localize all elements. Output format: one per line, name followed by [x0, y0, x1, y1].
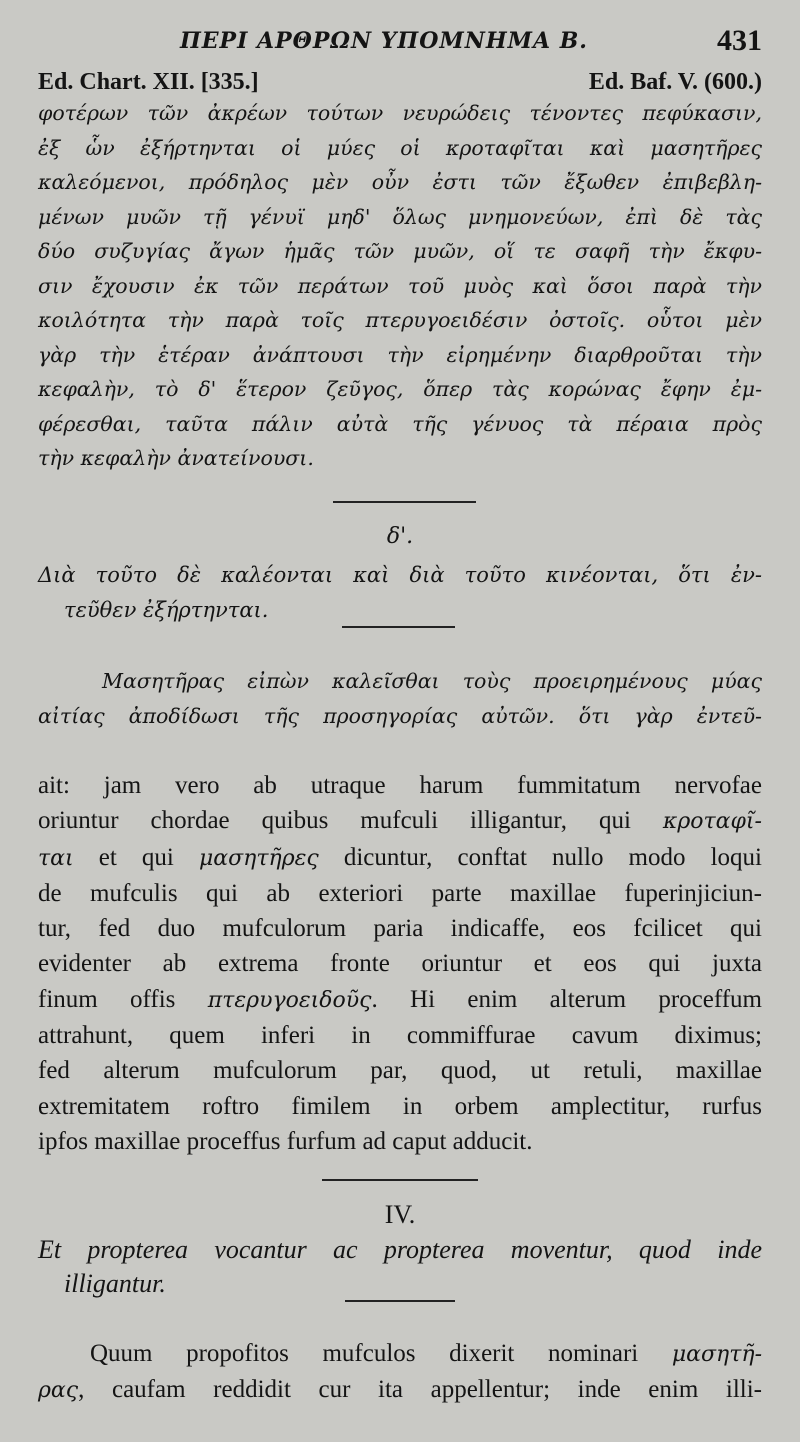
page-number: 431 — [717, 24, 762, 57]
greek-term: μασητῆρες — [198, 845, 319, 871]
greek-line: γὰρ τὴν ἑτέραν ἀνάπτουσι τὴν εἰρημένην διαρθροῦται τὴν — [38, 342, 762, 367]
latin-lemma-line: Et propterea vocantur ac propterea moventur, quod inde — [38, 1235, 762, 1264]
latin-line: evidenter ab extrema fronte oriuntur et eos qui juxta — [38, 950, 762, 978]
greek-line: τὴν κεφαλὴν ἀνατείνουσι. — [38, 446, 314, 470]
latin-lemma-line: illigantur. — [64, 1269, 166, 1298]
latin-text: dicuntur, conftat nullo modo loqui — [318, 843, 762, 871]
running-head — [0, 22, 800, 62]
greek-line: Μασητῆρας εἰπὼν καλεῖσθαι τοὺς προειρημένους μύας — [102, 669, 762, 693]
latin-text: finum offis — [38, 985, 208, 1013]
latin-text: Quum propofitos mufculos dixerit nominari — [90, 1340, 672, 1367]
latin-line: ipfos maxillae proceffus furfum ad caput adducit. — [38, 1127, 533, 1155]
edition-references — [0, 65, 800, 95]
greek-line: φοτέρων τῶν ἀκρέων τούτων νευρώδεις τένοντες πεφύκασιν, — [38, 101, 762, 125]
latin-line: ait: jam vero ab utraque harum fummitatum nervofae — [38, 772, 762, 799]
ed-bas-reference: Ed. Baf. V. (600.) — [588, 69, 762, 95]
greek-line: σιν ἔχουσιν ἐκ τῶν περάτων τοῦ μυὸς καὶ ὅσοι παρὰ τὴν — [38, 273, 762, 298]
latin-section-numeral: IV. — [384, 1200, 416, 1229]
latin-line: de mufculis qui ab exteriori parte maxillae fuperinjiciun- — [38, 879, 762, 907]
latin-line — [38, 1336, 762, 1372]
greek-lemma-line: τεῦθεν ἐξήρτηνται. — [64, 597, 269, 622]
greek-lemma — [38, 558, 762, 627]
latin-line: fed alterum mufculorum par, quod, ut retuli, maxillae — [38, 1057, 762, 1085]
section-rule — [345, 1300, 455, 1302]
greek-line: καλεόμενοι, πρόδηλος μὲν οὖν ἐστι τῶν ἔξωθεν ἐπιβεβλη- — [38, 170, 762, 194]
latin-text: . Hi enim alterum proceffum — [371, 985, 762, 1013]
latin-lemma — [38, 1233, 762, 1301]
latin-passage-2 — [38, 1336, 762, 1409]
greek-line: αἰτίας ἀποδίδωσι τῆς προσηγορίας αὐτῶν. ὅτι γὰρ ἐντεῦ- — [38, 703, 762, 728]
latin-passage-1 — [38, 768, 762, 1159]
greek-term: πτερυγοειδοῦς — [207, 987, 372, 1013]
greek-line: δύο συζυγίας ἄγων ἡμᾶς τῶν μυῶν, οἵ τε σαφῆ τὴν ἔκφυ- — [38, 239, 762, 263]
ed-chart-reference: Ed. Chart. XII. [335.] — [38, 69, 259, 95]
latin-line — [38, 1372, 762, 1408]
greek-term: ρας — [38, 1378, 79, 1404]
greek-line: φέρεσθαι, ταῦτα πάλιν αὐτὰ τῆς γένυος τὰ πέραια πρὸς — [38, 411, 762, 436]
greek-line: ἐξ ὧν ἐξήρτηνται οἱ μύες οἱ κροταφῖται καὶ μασητῆρες — [38, 135, 762, 160]
latin-line — [38, 803, 762, 839]
greek-term: μασητῆ- — [671, 1342, 762, 1367]
latin-line: extremitatem roftro fimilem in orbem amplectitur, rurfus — [38, 1092, 762, 1120]
greek-lemma-line: Διὰ τοῦτο δὲ καλέονται καὶ διὰ τοῦτο κινέονται, ὅτι ἐν- — [38, 563, 762, 587]
running-title: ΠΕΡΙ ΑΡΘΡΩΝ ΥΠΟΜΝΗΜΑ Β. — [180, 28, 588, 54]
section-rule — [342, 626, 455, 628]
latin-line: attrahunt, quem inferi in commiffurae cavum diximus; — [38, 1022, 762, 1050]
section-rule — [322, 1179, 478, 1181]
greek-section-numeral: δ'. — [386, 524, 414, 549]
latin-text: , caufam reddidit cur ita appellentur; inde enim illi- — [78, 1376, 762, 1404]
greek-line: κεφαλὴν, τὸ δ' ἕτερον ζεῦγος, ὅπερ τὰς κορώνας ἔφην ἐμ- — [38, 377, 762, 401]
greek-line: μένων μυῶν τῇ γένυϊ μηδ' ὅλως μνημονεύων, ἐπὶ δὲ τὰς — [38, 204, 762, 229]
latin-line: tur, fed duo mufculorum paria indicaffe, eos fcilicet qui — [38, 915, 762, 943]
greek-line: κοιλότητα τὴν παρὰ τοῖς πτερυγοειδέσιν ὀστοῖς. οὗτοι μὲν — [38, 308, 762, 332]
section-rule — [333, 501, 476, 503]
latin-line — [38, 982, 762, 1018]
latin-line — [38, 840, 762, 876]
greek-term: ται — [38, 845, 74, 871]
greek-passage-1 — [38, 96, 762, 476]
latin-text: et qui — [73, 843, 199, 871]
latin-text: oriuntur chordae quibus mufculi illigantur, qui — [38, 807, 663, 835]
greek-passage-2 — [38, 664, 762, 733]
greek-term: κροταφῖ- — [662, 809, 762, 835]
